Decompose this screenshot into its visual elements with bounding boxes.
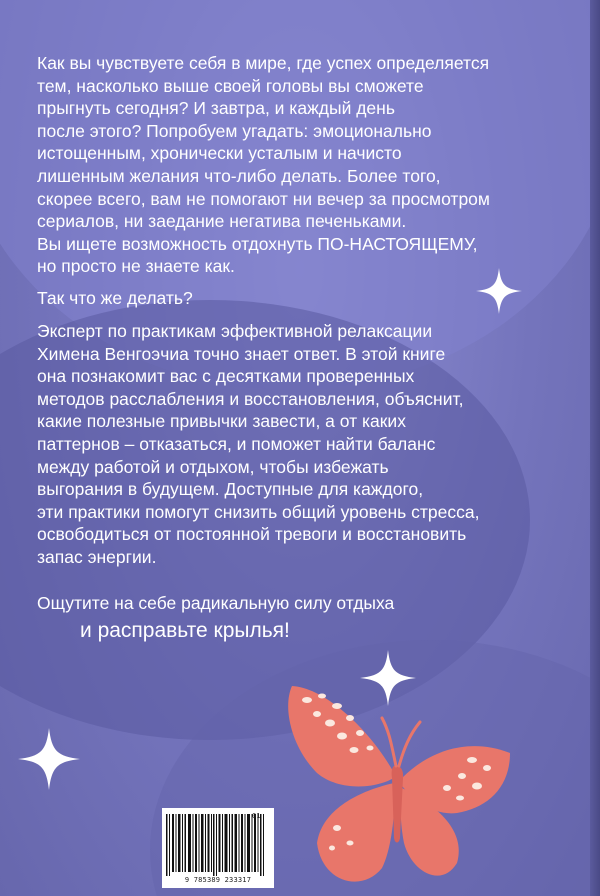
author-paragraph [37, 320, 537, 569]
text-line: Эксперт по практикам эффективной релаксации [37, 321, 433, 341]
question-paragraph: Так что же делать? [37, 288, 193, 308]
sparkle-icon [476, 268, 522, 314]
text-line: какие полезные привычки завести, а от каких [37, 411, 406, 432]
intro-paragraph [37, 52, 507, 278]
text-line: освободиться от постоянной тревоги и восстановить [37, 524, 467, 545]
butterfly-icon [282, 678, 512, 896]
text-line: скорее всего, вам не помогают ни вечер за просмотром [37, 188, 490, 209]
spine-edge [590, 0, 600, 896]
text-line: эти практики помогут снизить общий уровень стресса, [37, 501, 480, 522]
text-line: тем, насколько выше своей головы вы сможете [37, 75, 424, 96]
text-line: после этого? Попробуем угадать: эмоционально [37, 120, 432, 141]
sparkle-icon [18, 728, 80, 790]
text-line: сериалов, ни заедание негатива печеньками. [37, 211, 407, 232]
text-line: но просто не знаете как. [37, 256, 235, 277]
text-line: методов расслабления и восстановления, объяснит, [37, 388, 464, 409]
isbn-number: 9 785389 233317 [184, 876, 252, 884]
barcode-icon [162, 808, 274, 888]
text-line: паттернов – отказаться, и поможет найти баланс [37, 433, 436, 454]
text-line: Химена Венгоэчиа точно знает ответ. В этой книге [37, 343, 446, 364]
text-line: истощенным, хронически усталым и начисто [37, 143, 402, 164]
text-line: прыгнуть сегодня? И завтра, и каждый день [37, 98, 395, 119]
text-line: Вы ищете возможность отдохнуть ПО-НАСТОЯЩЕМУ, [37, 233, 478, 254]
text-line: лишенным желания что-либо делать. Более того, [37, 165, 441, 186]
text-line: она познакомит вас с десятками проверенных [37, 366, 415, 387]
barcode-addon: 01 [252, 812, 261, 820]
text-line: выгорания в будущем. Доступные для каждого, [37, 479, 424, 500]
closing-tagline: и расправьте крылья! [80, 619, 290, 642]
text-line: запас энергии. [37, 546, 157, 567]
text-line: между работой и отдыхом, чтобы избежать [37, 456, 389, 477]
text-line: Как вы чувствуете себя в мире, где успех определяется [37, 53, 490, 73]
closing-line: Ощутите на себе радикальную силу отдыха [37, 593, 395, 613]
